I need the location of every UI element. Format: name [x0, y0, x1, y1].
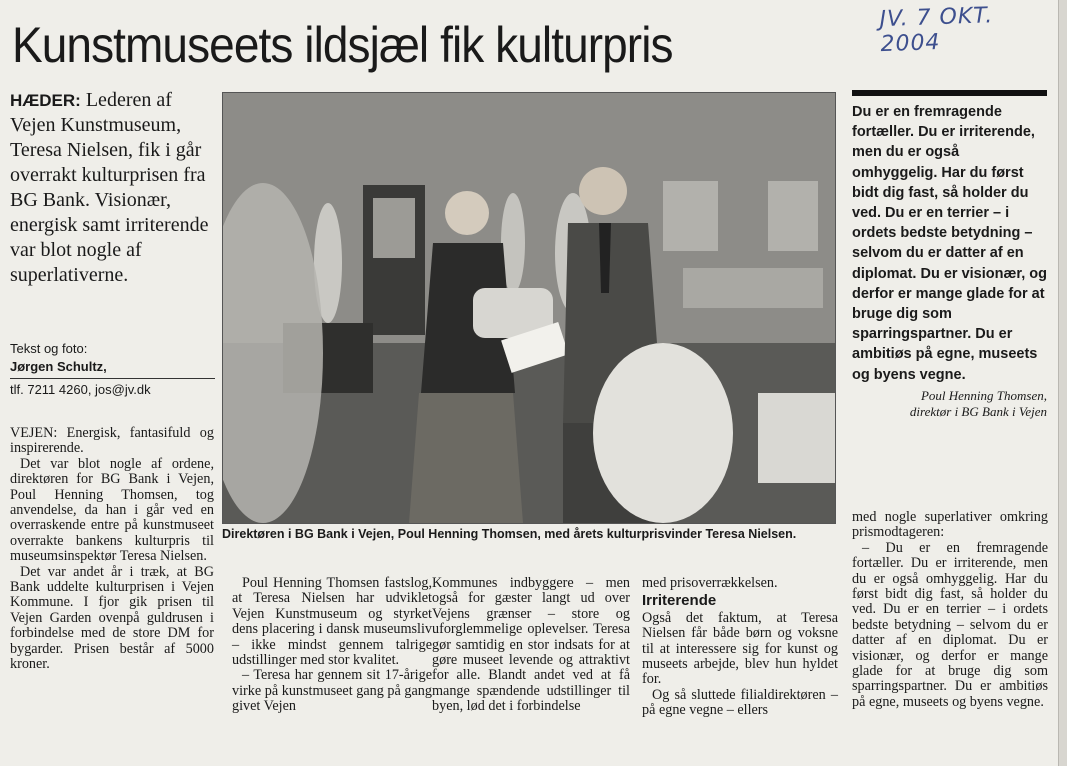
- handwritten-date: JV. 7 OKT. 2004: [879, 3, 994, 58]
- lede-kicker: HÆDER:: [10, 91, 81, 110]
- paragraph: – Teresa har gennem sit 17-årige virke på kunstmuseet gang på gang givet Vejen: [232, 667, 432, 715]
- paragraph: Og så sluttede filialdirektøren – på egne vegne – ellers: [642, 686, 838, 719]
- photo-door-window: [373, 198, 415, 258]
- pull-quote-text: Du er en fremragende fortæller. Du er irriterende, men du er også omhyggelig. Har du først bidt dig fast, så holder du ved. Du er en terrier – i ordets bedste betydning – selvom du er datter af en diplomat. Du er visionær, og derfor er mange glade for at bruge dig som sparringspartner. Du er ambitiøs på egne, museets og byens vegne.: [852, 104, 1047, 383]
- photo-relief-2: [768, 181, 818, 251]
- photo-illustration: [223, 93, 835, 523]
- headline: Kunstmuseets ildsjæl fik kulturpris: [12, 17, 673, 73]
- photo-display-case: [758, 393, 835, 483]
- photo-relief-1: [663, 181, 718, 251]
- paragraph: med prisoverrækkelsen.: [642, 575, 778, 591]
- lede-text: Lederen af Vejen Kunstmuseum, Teresa Nielsen, fik i går overrakt kulturprisen fra BG Bank. Visionær, energisk samt irriterende var blot nogle af superlativerne.: [10, 89, 209, 286]
- photo-man-head: [579, 167, 627, 215]
- paragraph: Også det faktum, at Teresa Nielsen får både børn og voksne til at interessere sig for kunst og museets arbejde, blev hun hyldet for.: [642, 609, 838, 688]
- page-edge: [1058, 0, 1067, 766]
- paragraph: med nogle superlativer omkring prismodtageren:: [852, 509, 1048, 541]
- article-column-1: [10, 426, 214, 673]
- photo-sculpture-bench: [683, 268, 823, 308]
- byline-name: Jørgen Schultz,: [10, 359, 107, 374]
- article-column-4: [642, 576, 838, 719]
- paragraph: Poul Henning Thomsen fastslog, at Teresa Nielsen har udviklet Vejen Kunstmuseum og styrket dens placering i dansk museumsliv – ikke mindst gennem talrige udstillinger med stor kvalitet.: [232, 575, 432, 669]
- photo-foreground-sculpture: [593, 343, 733, 523]
- paragraph: Det var andet år i træk, at BG Bank uddelte kulturprisen i Vejen Kommune. I fjor gik prisen til Vejen Garden ovenpå guldrusen i forbindelse med de store DM for bygarder. Prisen består af 5000 kroner.: [10, 563, 214, 673]
- paragraph: – Du er en fremragende fortæller. Du er irriterende, men du er også omhyggelig. Har du først bidt dig fast, så holder du ved. Du er en terrier – i ordets bedste betydning – selvom du er datter af en diplomat. Du er visionær, og derfor er mange glade for at bruge dig som sparringspartner. Du er ambitiøs på egne, museets og byens vegne.: [852, 539, 1048, 710]
- article-photo: [222, 92, 836, 524]
- article-column-3: [432, 576, 630, 715]
- pull-quote-bar: [852, 90, 1047, 96]
- article-column-5: [852, 510, 1048, 710]
- photo-caption: Direktøren i BG Bank i Vejen, Poul Henning Thomsen, med årets kulturprisvinder Teresa Nielsen.: [222, 527, 797, 541]
- byline-contact: tlf. 7211 4260, jos@jv.dk: [10, 382, 151, 397]
- paragraph: Kommunes indbyggere – men også for gæster langt ud over Vejens grænser – store og uforglemmelige oplevelser. Teresa gør samtidig en stor indsats for at gøre museet levende og attraktivt for alle. Blandt andet ved at få mange spændende udstillinger til byen, lød det i forbindelse: [432, 575, 630, 715]
- byline-label: Tekst og foto:: [10, 341, 88, 356]
- paragraph: Det var blot nogle af ordene, direktøren for BG Bank i Vejen, Poul Henning Thomsen, tog anvendelse, da han i går ved en overraskende entre på kunstmuseet overrakte bankens kulturpris til museumsinspektør Teresa Nielsen.: [10, 455, 214, 565]
- pull-quote-box: [852, 90, 1047, 420]
- photo-man-tie: [599, 223, 611, 293]
- attribution-name: Poul Henning Thomsen,: [920, 387, 1047, 403]
- lede: [10, 88, 215, 288]
- photo-woman-skirt: [409, 393, 523, 523]
- byline-rule: [10, 378, 215, 379]
- subheading: Irriterende: [642, 592, 717, 610]
- paragraph: VEJEN: Energisk, fantasifuld og inspirerende.: [10, 425, 214, 457]
- attribution-role: direktør i BG Bank i Vejen: [909, 403, 1047, 419]
- pull-quote-attribution: [852, 388, 1047, 420]
- photo-woman-head: [445, 191, 489, 235]
- article-column-2: [232, 576, 432, 715]
- byline: [10, 340, 215, 399]
